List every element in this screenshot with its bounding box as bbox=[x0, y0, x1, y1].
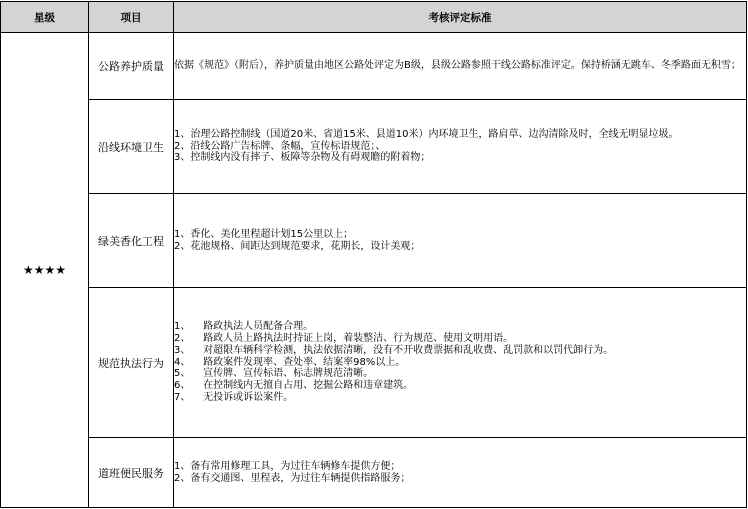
standard-line: 3、 对超限车辆科学检测，执法依据清晰，没有不开收费票据和乱收费、乱罚款和以罚代卸行为。 bbox=[174, 344, 614, 356]
table-row bbox=[1, 194, 747, 288]
item-label: 规范执法行为 bbox=[89, 288, 174, 438]
standard-line: 1、 路政执法人员配备合理。 bbox=[174, 321, 314, 333]
standard-text bbox=[174, 288, 747, 438]
standard-line: 5、 宣传牌、宣传标语、标志牌规范清晰。 bbox=[174, 368, 374, 380]
table-row bbox=[1, 33, 747, 100]
table-row bbox=[1, 288, 747, 438]
standard-text bbox=[174, 194, 747, 288]
standard-text bbox=[174, 33, 747, 100]
star-rating: ★★★★ bbox=[1, 33, 89, 508]
standard-line: 7、 无投诉或诉讼案件。 bbox=[174, 391, 294, 403]
header-star: 星级 bbox=[1, 2, 89, 33]
standard-line: 4、 路政案件发现率、查处率、结案率98%以上。 bbox=[174, 356, 406, 368]
standard-line: 1、香化、美化里程超计划15公里以上； bbox=[174, 228, 354, 240]
standard-line: 1、备有常用修理工具，为过往车辆修车提供方便； bbox=[174, 460, 401, 472]
header-standard: 考核评定标准 bbox=[174, 2, 747, 33]
standard-line: 2、 路政人员上路执法时持证上岗，着装整洁、行为规范、使用文明用语。 bbox=[174, 333, 514, 344]
header-row bbox=[1, 2, 747, 33]
standard-text bbox=[174, 100, 747, 194]
table-row bbox=[1, 100, 747, 194]
standard-line: 2、备有交通图、里程表，为过往车辆提供指路服务； bbox=[174, 472, 411, 484]
standard-line: 3、控制线内没有摔子、板障等杂物及有碍观瞻的附着物； bbox=[174, 152, 431, 164]
item-label: 绿美香化工程 bbox=[89, 194, 174, 288]
standard-text bbox=[174, 438, 747, 508]
standard-line: 2、花池规格、间距达到规范要求，花期长，设计美观； bbox=[174, 240, 421, 252]
table-row bbox=[1, 438, 747, 508]
standard-line: 6、 在控制线内无擅自占用、挖掘公路和违章建筑。 bbox=[174, 380, 414, 392]
standard-line: 2、沿线公路广告标牌、条幅，宣传标语规范；、 bbox=[174, 140, 386, 152]
item-label: 公路养护质量 bbox=[89, 33, 174, 100]
item-label: 道班便民服务 bbox=[89, 438, 174, 508]
standard-line: 1、治理公路控制线（国道20米、省道15米、县道10米）内环境卫生，路肩草、边沟清除及时，全线无明显垃圾。 bbox=[174, 128, 679, 140]
assessment-table bbox=[0, 1, 747, 508]
item-label: 沿线环境卫生 bbox=[89, 100, 174, 194]
standard-line: 依据《规范》（附后），养护质量由地区公路处评定为B级，县级公路参照干线公路标准评定。保持桥涵无跳车、冬季路面无积雪； bbox=[174, 60, 741, 72]
header-item: 项目 bbox=[89, 2, 174, 33]
